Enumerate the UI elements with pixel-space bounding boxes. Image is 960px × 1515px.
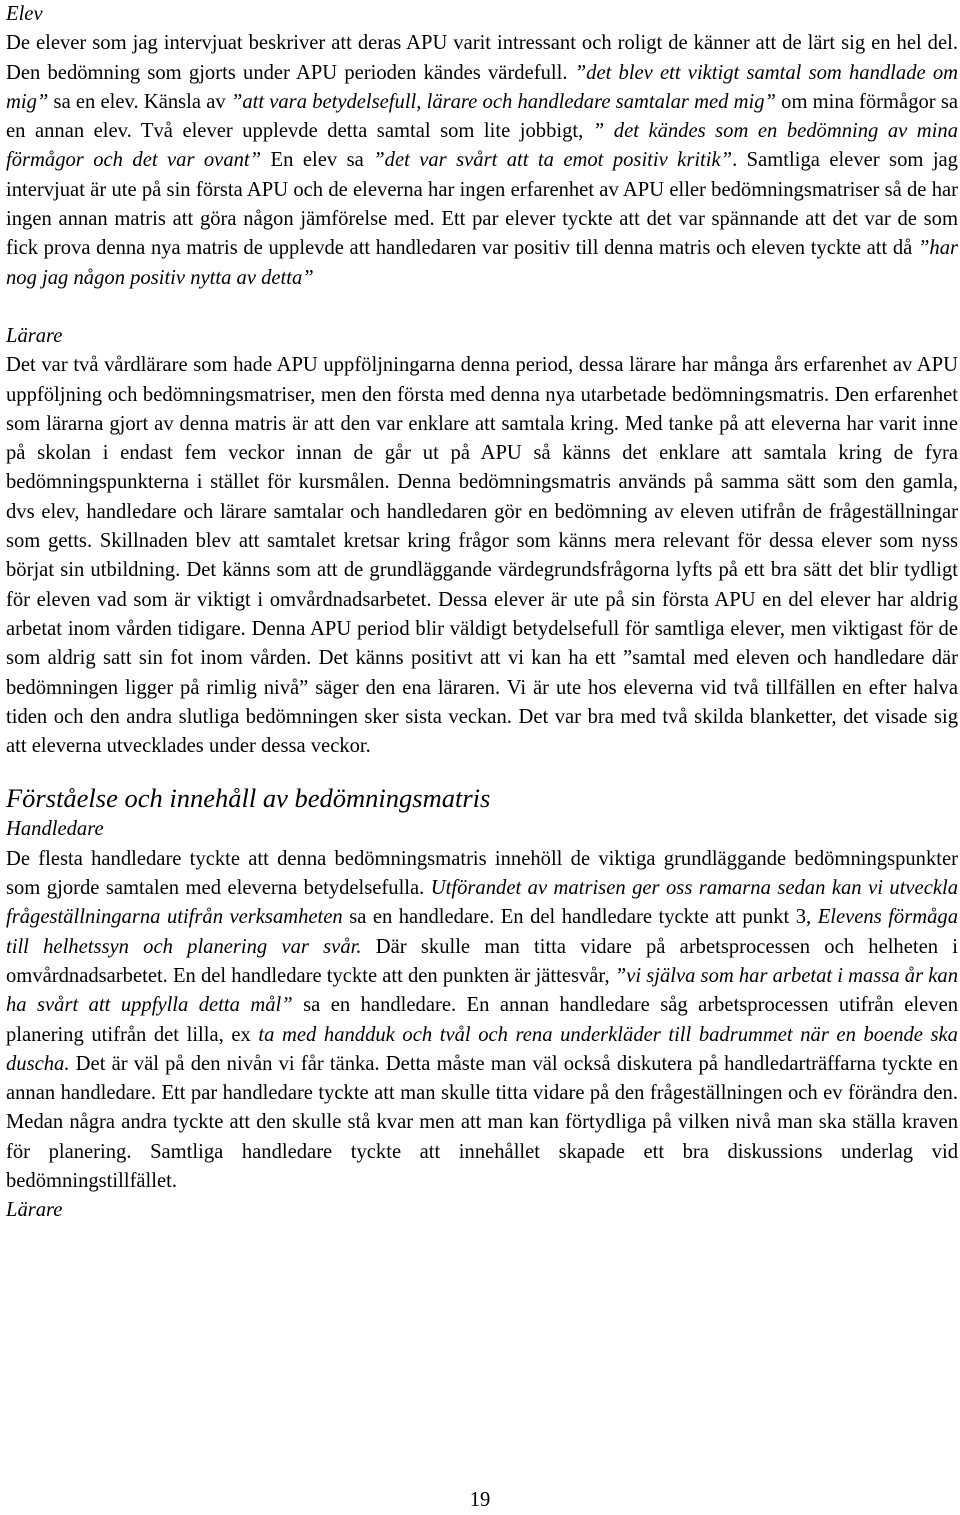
paragraph-larare: Det var två vårdlärare som hade APU uppföljningarna denna period, dessa lärare har många års erfarenhet av APU uppföljning och bedömningsmatriser, men den första med denna nya utarbetade bedömningsmatris. Den erfarenhet som lärarna gjort av denna matris är att den var enklare att samtala kring. Med tanke på att eleverna har varit inne på skolan i endast fem veckor innan de går ut på APU så känns det enklare att samtala kring de fyra bedömningspunkterna i stället för kursmålen. Denna bedömningsmatris används på samma sätt som den gamla, dvs elev, handledare och lärare samtalar och handledaren gör en bedömning av eleven utifrån de frågeställningar som getts. Skillnaden blev att samtalet kretsar kring frågor som känns mera relevant för dessa elever som nyss börjat sin utbildning. Det känns som att de grundläggande värdegrundsfrågorna lyfts på ett bra sätt det blir tydligt för eleven vad som är viktigt i omvårdnadsarbetet. Dessa elever är ute på sin första APU en del elever har aldrig arbetat inom vården tidigare. Denna APU period blir väldigt betydelsefull för samtliga elever, men viktigast för de som aldrig satt sin fot inom vården. Det känns positivt att vi kan ha ett ”samtal med eleven och handledare där bedömningen ligger på rimlig nivå” säger den ena läraren. Vi är ute hos eleverna vid två tillfällen en efter halva tiden och den andra slutliga bedömningen sker sista veckan. Det var bra med två skilda blanketter, det visade sig att eleverna utvecklades under dessa veckor.	[6, 354, 958, 758]
quote-run: ”att vara betydelsefull, lärare och handledare samtalar med mig”	[230, 90, 776, 113]
page-number: 19	[469, 1489, 491, 1511]
quote-run: Elevens förmåga till helhetssyn och planering var svår.	[6, 906, 958, 958]
document-page	[6, 0, 958, 1226]
quote-run: Utförandet av matrisen ger oss ramarna sedan kan vi utveckla frågeställningarna utifrån verksamheten	[6, 877, 959, 929]
quote-run: ”vi själva som har arbetat i massa år kan ha svårt att uppfylla detta mål”	[6, 964, 958, 1017]
quote-run: ta med handduk och tvål och rena underkläder till badrummet när en boende ska duscha.	[6, 1023, 958, 1075]
text-run: sa en handledare. En del handledare tyckte att punkt 3,	[342, 906, 818, 929]
text-run: om mina förmågor sa en annan elev. Två elever upplevde detta samtal som lite jobbigt,	[6, 90, 958, 143]
text-run: sa en handledare. En annan handledare såg arbetsprocessen utifrån eleven planering utifrån det lilla, ex	[6, 994, 959, 1046]
heading-larare: Lärare	[6, 324, 63, 347]
quote-run: ” det kändes som en bedömning av mina förmågor och det var ovant”	[6, 120, 958, 172]
text-run: sa en elev. Känsla av	[48, 90, 231, 113]
text-run: Där skulle man titta vidare på arbetsprocessen och helheten i omvårdnadsarbetet. En del handledare tyckte att den punkten är jättesvår,	[6, 935, 958, 987]
quote-run: ”det blev ett viktigt samtal som handlade om mig”	[6, 61, 958, 113]
heading-handledare: Handledare	[6, 818, 104, 841]
quote-run: ”har nog jag någon positiv nytta av detta”	[6, 237, 958, 289]
paragraph-handledare	[6, 845, 958, 1197]
section-title: Förståelse och innehåll av bedömningsmatris	[6, 783, 491, 814]
quote-run: ”det var svårt att ta emot positiv kritik”	[373, 149, 733, 172]
heading-elev: Elev	[6, 3, 43, 25]
text-run: De elever som jag intervjuat beskriver att deras APU varit intressant och roligt de känner att de lärt sig en hel del. Den bedömning som gjorts under APU perioden kändes värdefull.	[6, 32, 958, 84]
text-run: De flesta handledare tyckte att denna bedömningsmatris innehöll de viktiga grundläggande bedömningspunkter som gjorde samtalen med eleverna betydelsefulla.	[6, 847, 958, 900]
text-run: . Samtliga elever som jag intervjuat är ute på sin första APU och de eleverna har ingen erfarenhet av APU eller bedömningsmatriser så de har ingen annan matris att göra någon jämförelse med. Ett par elever tyckte att det var spännande att det var de som fick prova denna nya matris de upplevde att handledaren var positiv till denna matris och eleven tyckte att då	[6, 149, 958, 260]
heading-larare-2: Lärare	[6, 1199, 63, 1222]
text-run: En elev sa	[261, 149, 374, 172]
text-run: Det är väl på den nivån vi får tänka. Detta måste man väl också diskutera på handledarträffarna tyckte en annan handledare. Ett par handledare tyckte att man skulle titta vidare på den frågeställningen och ev förändra den. Medan några andra tyckte att den skulle stå kvar men att man kan förtydliga på vilken nivå man ska ställa kraven för planering. Samtliga handledare tyckte att innehållet skapade ett bra diskussions underlag vid bedömningstillfället.	[6, 1052, 958, 1192]
paragraph-elev	[6, 29, 958, 293]
